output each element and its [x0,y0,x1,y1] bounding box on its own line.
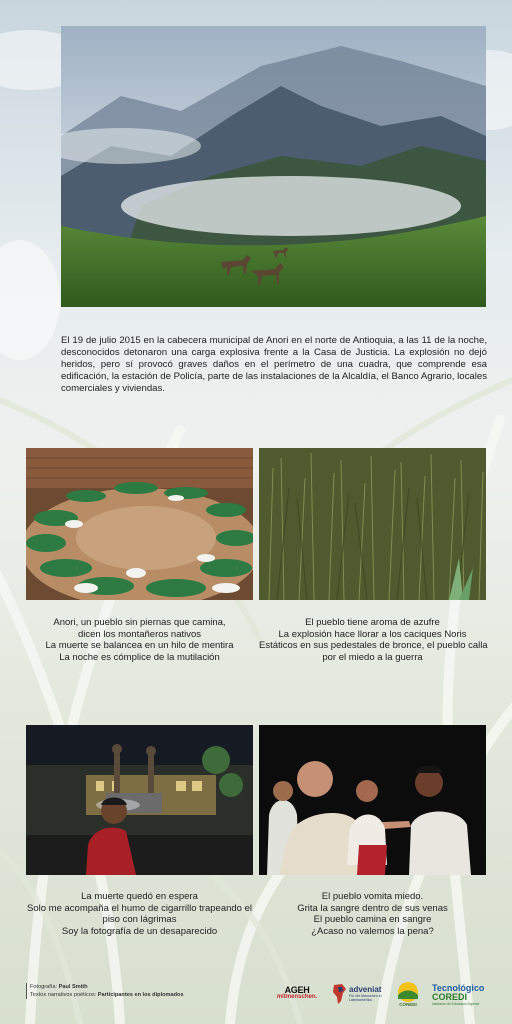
intro-paragraph: El 19 de julio 2015 en la cabecera municipal de Anori en el norte de Antioquia, a las 11 de la noche, desconocidos detonaron una carga explosiva frente a la Casa de Justicia. La explosión no dejó heridos, pero sí provocó graves daños en el perímetro de una cuadra, que comprende esa edificación, la estación de Policía, parte de las instalaciones de la Alcaldía, el Banco Agrario, locales comerciales y viviendas. [61,335,487,394]
poem-line: dicen los montañeros nativos [77,628,202,640]
coredi-logo-text: COREDI [399,1002,417,1007]
text-credit-label: Textos narrativos poéticos: [30,992,98,998]
photo-grass-field [259,448,486,600]
poem-text-3 [26,891,253,937]
poem-line: El pueblo tiene aroma de azufre [305,617,440,628]
photo-night-plaza-smoker [26,725,253,875]
text-credit-name: Participantes en los diplomados [97,992,184,998]
poem-line: El pueblo vomita miedo. [321,891,424,902]
tec-logo-line3: Institución de Educación Superior [432,1002,480,1006]
poem-line: ¿Acaso no valemos la pena? [311,925,434,937]
poem-line: Solo me acompaña el humo de cigarrillo trapeando el piso con lágrimas [27,902,252,925]
poem-line: La muerte se balancea en un hilo de mentira [45,640,234,651]
poem-line: La noche es cómplice de la mutilación [59,651,220,663]
poem-line: La explosión hace llorar a los caciques Noris [278,628,467,640]
poem-line: por el miedo a la guerra [322,651,423,663]
poem-text-2 [259,617,486,663]
photo-mountains-horses [61,26,486,307]
coredi-emblem-icon [392,981,424,1003]
poem-line: Grita la sangre dentro de sus venas [297,902,448,914]
poem-text-1 [26,617,253,663]
photo-credit-name: Paul Smith [58,984,88,990]
poem-line: La muerte quedó en espera [81,891,198,902]
ageh-logo-subtext: mitmenschen. [276,994,318,1000]
poem-text-4 [259,891,486,937]
poem-line: El pueblo camina en sangre [313,914,432,925]
ageh-logo [272,985,322,1000]
credits [26,983,184,999]
text-credit [30,991,184,999]
poem-line: Estáticos en sus pedestales de bronce, el pueblo calla [259,640,488,651]
poem-line: Anori, un pueblo sin piernas que camina, [53,617,226,628]
adveniat-map-icon [330,983,348,1005]
tec-logo-line1: Tecnológico [432,983,485,993]
photo-people-lying-circle [26,448,253,600]
adveniat-logo-subtext: Für die Menschen in Lateinamerika [349,994,382,1003]
tecnologico-coredi-logo [432,983,492,1006]
adveniat-logo [330,983,388,1007]
tec-logo-line2: COREDI [432,992,468,1002]
photo-credit-label: Fotografía: [30,984,59,990]
ageh-logo-text: AGEH [284,985,310,995]
coredi-logo [392,981,424,1009]
photo-stage-performance [259,725,486,875]
poem-line: Soy la fotografía de un desaparecido [61,925,218,937]
photo-credit [30,983,184,991]
adveniat-logo-text: adveniat [349,985,382,994]
